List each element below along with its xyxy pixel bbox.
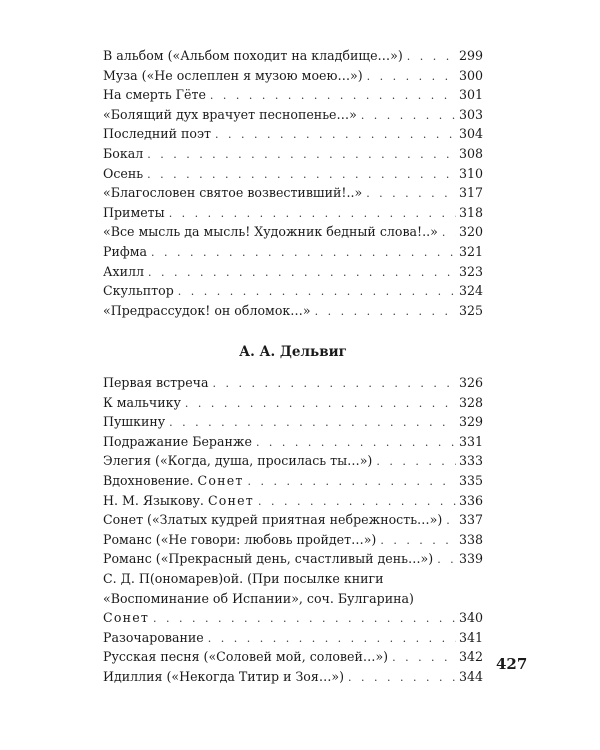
- dot-leader: [348, 668, 456, 688]
- dot-leader: [446, 511, 456, 531]
- toc-entry-title: Идиллия («Некогда Титир и Зоя…»): [103, 668, 345, 684]
- toc-entry: [103, 301, 483, 321]
- toc-entry-title-spaced: Сонет: [207, 492, 254, 508]
- toc-entry: [103, 510, 483, 530]
- toc-entry-page: 323: [458, 263, 483, 279]
- toc-entry-page: 326: [458, 375, 483, 390]
- toc-entry-title: Романс («Прекрасный день, счастливый день…»): [103, 551, 434, 567]
- dot-leader: [151, 243, 456, 263]
- toc-entry-page: 321: [458, 243, 483, 259]
- toc-entry-page: 328: [458, 394, 483, 410]
- toc-entry-title-main: Н. М. Языкову.: [103, 492, 204, 508]
- page-number: 427: [496, 655, 528, 673]
- toc-entry: [103, 628, 483, 648]
- dot-leader: [256, 433, 456, 453]
- toc-entry: [103, 124, 483, 144]
- dot-leader: [367, 67, 456, 87]
- toc-entry-title: Осень: [103, 165, 144, 181]
- toc-entry-page: 331: [458, 433, 483, 449]
- toc-entry-title: На смерть Гёте: [103, 87, 206, 103]
- toc-entry: [103, 183, 483, 203]
- dot-leader: [366, 184, 456, 204]
- toc-entry: [103, 491, 483, 511]
- dot-leader: [407, 47, 456, 67]
- toc-entry-title: Муза («Не ослеплен я музою моею…»): [103, 67, 363, 83]
- toc-entry-page: 344: [458, 668, 483, 684]
- dot-leader: [169, 204, 456, 224]
- toc-entry-page: 335: [458, 472, 483, 488]
- toc-entry-title: Подражание Беранже: [103, 433, 252, 449]
- toc-entry-page: 303: [458, 106, 483, 122]
- toc-entry-title: Элегия («Когда, душа, просилась ты…»): [103, 453, 373, 469]
- toc-entry: [103, 164, 483, 184]
- toc-entry-title: Русская песня («Соловей мой, соловей…»): [103, 649, 389, 665]
- dot-leader: [208, 629, 456, 649]
- toc-entry-title: К мальчику: [103, 394, 181, 410]
- dot-leader: [169, 413, 456, 433]
- toc-section-1: [103, 46, 483, 320]
- toc-entry-title: Сонет («Златых кудрей приятная небрежность…»): [103, 512, 443, 528]
- toc-entry: [103, 608, 483, 628]
- toc-entry-page: 338: [458, 531, 483, 547]
- author-heading: А. А. Дельвиг: [239, 344, 347, 360]
- dot-leader: [442, 223, 456, 243]
- toc-entry: [103, 242, 483, 262]
- toc-entry: [103, 46, 483, 66]
- toc-entry-title: Первая встреча: [103, 375, 209, 390]
- toc-entry-title: Разочарование: [103, 629, 204, 645]
- dot-leader: [248, 472, 456, 492]
- toc-entry: [103, 647, 483, 667]
- toc-entry-title: [103, 491, 254, 511]
- toc-entry-title: Последний поэт: [103, 126, 212, 142]
- toc-entry-page: 342: [458, 649, 483, 665]
- toc-section-2: [103, 373, 483, 687]
- toc-entry-page: 324: [458, 283, 483, 299]
- toc-entry: [103, 530, 483, 550]
- dot-leader: [315, 302, 456, 322]
- toc-entry-page: 304: [458, 126, 483, 142]
- toc-entry-page: 329: [458, 414, 483, 430]
- toc-entry-title: [103, 471, 244, 491]
- toc-entry-page: 337: [458, 512, 483, 528]
- toc-entry-title-spaced: Сонет: [197, 472, 244, 488]
- dot-leader: [185, 394, 456, 414]
- toc-entry-page: 320: [458, 224, 483, 240]
- toc-entry-title: Рифма: [103, 243, 148, 259]
- toc-entry: [103, 203, 483, 223]
- toc-entry-multiline-line2: «Воспоминание об Испании», соч. Булгарина): [103, 590, 414, 606]
- toc-entry-page: 325: [458, 302, 483, 318]
- toc-entry-page: 340: [458, 610, 483, 626]
- toc-entry-title: Ахилл: [103, 263, 145, 279]
- dot-leader: [148, 263, 456, 283]
- toc-entry-page: 318: [458, 204, 483, 220]
- toc-entry-title: «Все мысль да мысль! Художник бедный слова!..»: [103, 224, 438, 240]
- toc-entry: [103, 66, 483, 86]
- toc-entry: [103, 281, 483, 301]
- dot-leader: [147, 165, 456, 185]
- dot-leader: [210, 86, 456, 106]
- toc-entry: [103, 549, 483, 569]
- toc-entry: [103, 105, 483, 125]
- toc-entry: [103, 393, 483, 413]
- dot-leader: [147, 145, 456, 165]
- toc-entry-title-main: Вдохновение.: [103, 472, 194, 488]
- toc-entry-title: «Благословен святое возвестивший!..»: [103, 185, 363, 201]
- toc-entry-page: 317: [458, 185, 483, 201]
- toc-entry-title: «Болящий дух врачует песнопенье…»: [103, 106, 357, 122]
- toc-entry: [103, 85, 483, 105]
- dot-leader: [437, 550, 456, 570]
- toc-entry-page: 300: [458, 67, 483, 83]
- toc-entry-page: 341: [458, 629, 483, 645]
- toc-entry-page: 333: [458, 453, 483, 469]
- dot-leader: [213, 374, 456, 394]
- toc-entry: [103, 373, 483, 393]
- toc-entry: [103, 412, 483, 432]
- toc-entry-title: В альбом («Альбом походит на кладбище…»): [103, 48, 403, 63]
- toc-entry: [103, 222, 483, 242]
- dot-leader: [153, 609, 456, 629]
- toc-entry-title: Бокал: [103, 145, 144, 161]
- dot-leader: [392, 648, 456, 668]
- toc-entry-page: 339: [458, 551, 483, 567]
- toc-entry: [103, 262, 483, 282]
- toc-entry-multiline-line1: С. Д. П(ономарев)ой. (При посылке книги: [103, 570, 384, 586]
- toc-entry: [103, 471, 483, 491]
- toc-entry-title: Скульптор: [103, 283, 174, 299]
- dot-leader: [215, 125, 456, 145]
- toc-entry: [103, 667, 483, 687]
- toc-entry-title: Приметы: [103, 204, 165, 220]
- toc-entry: [103, 451, 483, 471]
- toc-entry-title: Пушкину: [103, 414, 166, 430]
- toc-entry-page: 336: [458, 492, 483, 508]
- toc-entry: [103, 432, 483, 452]
- toc-entry-page: 299: [458, 48, 483, 63]
- toc-entry-page: 301: [458, 87, 483, 103]
- toc-entry-page: 308: [458, 145, 483, 161]
- toc-entry-title: Романс («Не говори: любовь пройдет…»): [103, 531, 377, 547]
- dot-leader: [258, 492, 456, 512]
- toc-entry-page: 310: [458, 165, 483, 181]
- toc-entry: [103, 144, 483, 164]
- dot-leader: [380, 531, 456, 551]
- toc-entry-title-spaced: Сонет: [103, 610, 150, 626]
- dot-leader: [376, 452, 456, 472]
- toc-entry-title: «Предрассудок! он обломок…»: [103, 302, 311, 318]
- dot-leader: [361, 106, 456, 126]
- dot-leader: [178, 282, 456, 302]
